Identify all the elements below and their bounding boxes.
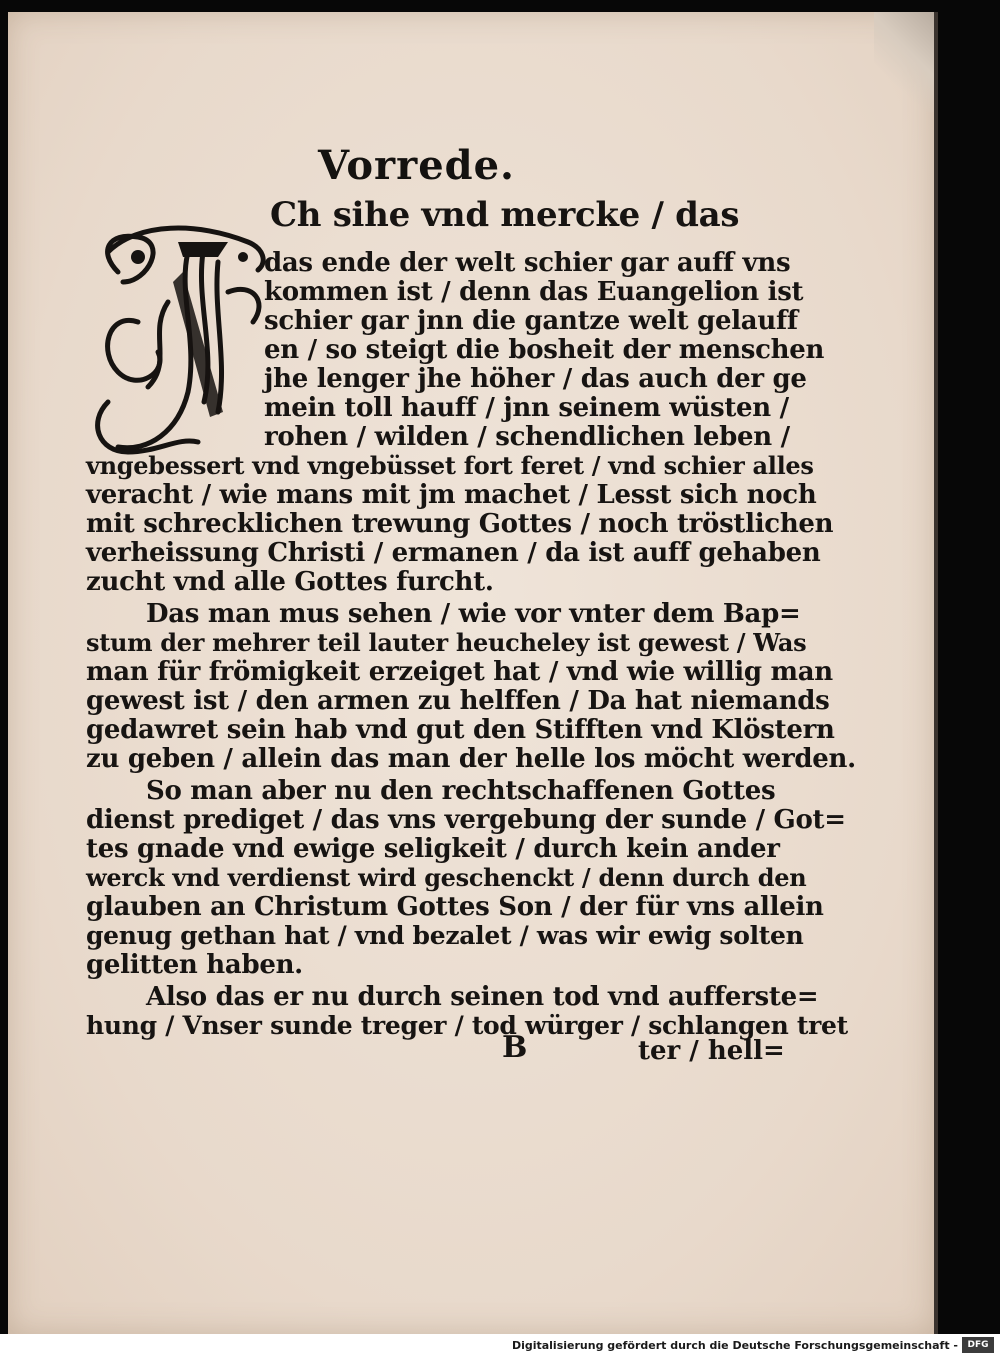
text-line: verheissung Christi / ermanen / da ist auff gehaben: [86, 538, 821, 568]
text-line: zucht vnd alle Gottes furcht.: [86, 567, 494, 597]
page-edge: [934, 12, 938, 1334]
text-line: schier gar jnn die gantze welt gelauff: [264, 306, 798, 336]
text-line: zu geben / allein das man der helle los möcht werden.: [86, 744, 856, 774]
page-heading: Vorrede.: [318, 142, 515, 189]
damaged-corner: [874, 12, 934, 112]
text-line: rohen / wilden / schendlichen leben /: [264, 422, 790, 452]
dfg-logo-icon: DFG: [962, 1337, 994, 1353]
text-line: glauben an Christum Gottes Son / der für vns allein: [86, 892, 824, 922]
text-line: gewest ist / den armen zu helffen / Da hat niemands: [86, 686, 830, 716]
text-line: hung / Vnser sunde treger / tod würger / schlangen tret: [86, 1011, 848, 1040]
text-line: werck vnd verdienst wird geschenckt / denn durch den: [86, 863, 807, 892]
text-line: gelitten haben.: [86, 950, 303, 980]
text-line: jhe lenger jhe höher / das auch der ge: [264, 364, 807, 394]
text-line: veracht / wie mans mit jm machet / Lesst sich noch: [86, 480, 817, 510]
text-line: gedawret sein hab vnd gut den Stifften vnd Klöstern: [86, 715, 835, 745]
text-line: vngebessert vnd vngebüsset fort feret / vnd schier alles: [86, 451, 814, 480]
text-line: tes gnade vnd ewige seligkeit / durch kein ander: [86, 834, 780, 864]
text-line: dienst prediget / das vns vergebung der sunde / Got=: [86, 805, 846, 835]
signature-mark: B: [502, 1030, 528, 1065]
text-line: kommen ist / denn das Euangelion ist: [264, 277, 804, 307]
text-line: Also das er nu durch seinen tod vnd aufferste=: [146, 982, 819, 1012]
attribution-footer: [0, 1334, 1000, 1357]
text-line: mein toll hauff / jnn seinem wüsten /: [264, 393, 789, 423]
text-line: man für frömigkeit erzeiget hat / vnd wie willig man: [86, 657, 833, 687]
text-line: mit schrecklichen trewung Gottes / noch tröstlichen: [86, 509, 834, 539]
footer-text: Digitalisierung gefördert durch die Deutsche Forschungsgemeinschaft -: [511, 1339, 958, 1352]
text-line: So man aber nu den rechtschaffenen Gottes: [146, 776, 776, 806]
book-page: [8, 12, 934, 1334]
text-line: en / so steigt die bosheit der menschen: [264, 335, 825, 365]
decorated-initial-icon: [78, 212, 278, 462]
text-line: das ende der welt schier gar auff vns: [264, 248, 791, 278]
text-line: Ch sihe vnd mercke / das: [270, 195, 740, 235]
text-line: genug gethan hat / vnd bezalet / was wir ewig solten: [86, 921, 804, 950]
text-line: Das man mus sehen / wie vor vnter dem Bap=: [146, 599, 801, 629]
text-line: stum der mehrer teil lauter heucheley ist gewest / Was: [86, 628, 807, 657]
catchword: ter / hell=: [638, 1036, 785, 1066]
